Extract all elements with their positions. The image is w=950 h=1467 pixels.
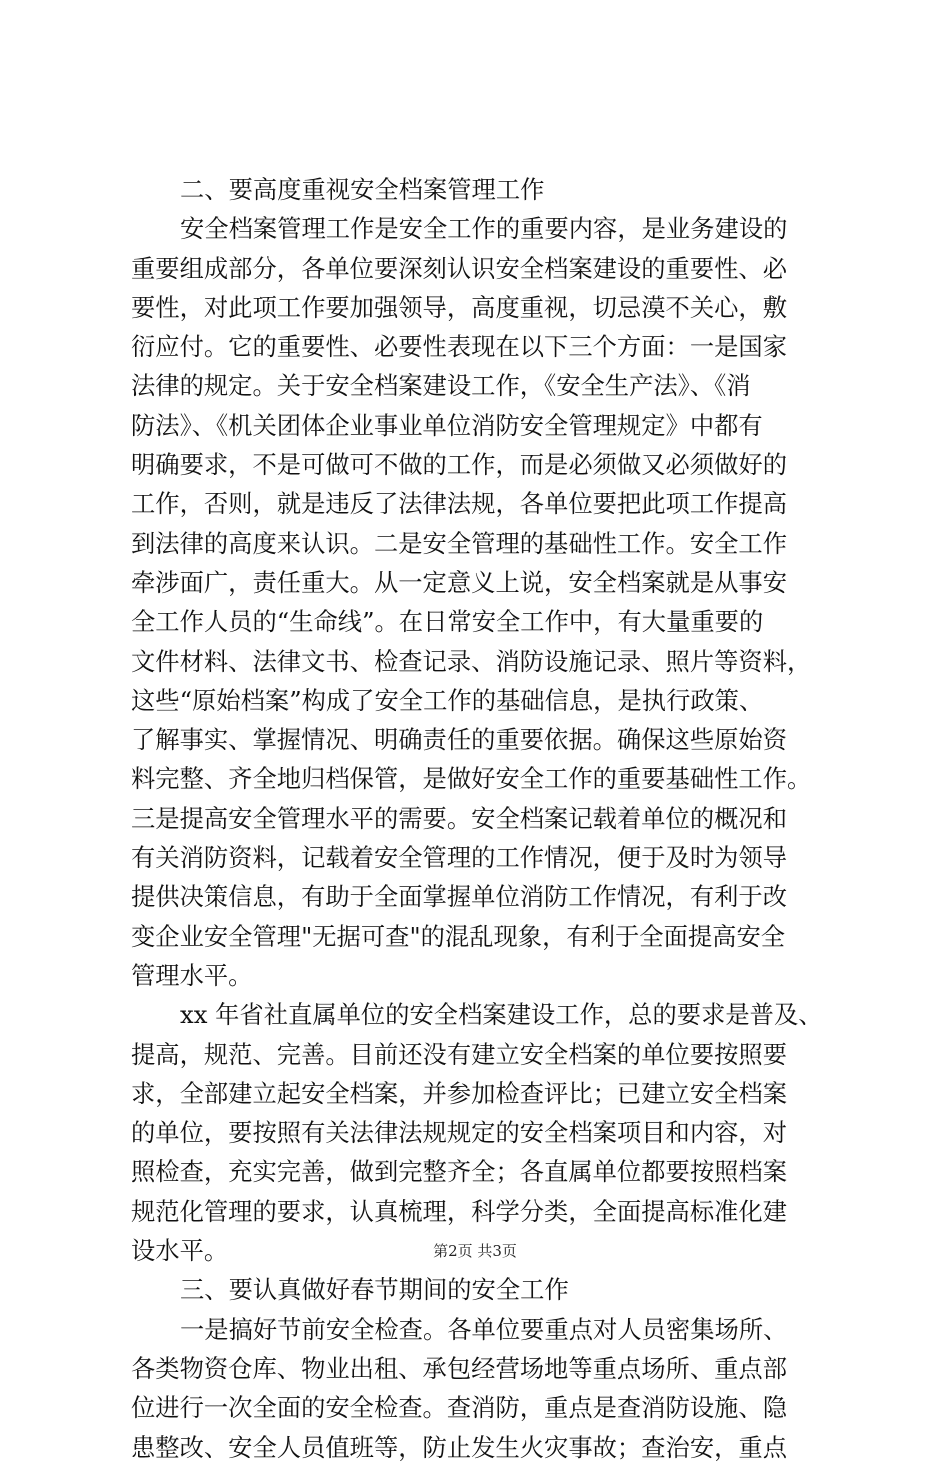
paragraph-line: 患整改、安全人员值班等，防止发生火灾事故；查治安，重点 (131, 1432, 788, 1462)
paragraph-line: 提供决策信息，有助于全面掌握单位消防工作情况，有利于改 (131, 882, 788, 912)
paragraph-line: xx 年省社直属单位的安全档案建设工作，总的要求是普及、 (180, 1000, 823, 1030)
paragraph-line: 防法》、《机关团体企业事业单位消防安全管理规定》中都有 (131, 410, 763, 440)
paragraph-line: 重要组成部分，各单位要深刻认识安全档案建设的重要性、必 (131, 253, 788, 283)
paragraph-line: 一是搞好节前安全检查。各单位要重点对人员密集场所、 (180, 1314, 788, 1344)
paragraph-line: 提高，规范、完善。目前还没有建立安全档案的单位要按照要 (131, 1039, 788, 1069)
section-heading: 三、要认真做好春节期间的安全工作 (180, 1275, 569, 1305)
paragraph-line: 设水平。 (131, 1236, 229, 1266)
paragraph-line: 的单位，要按照有关法律法规规定的安全档案项目和内容，对 (131, 1118, 788, 1148)
paragraph-line: 三是提高安全管理水平的需要。安全档案记载着单位的概况和 (131, 803, 788, 833)
paragraph-line: 安全档案管理工作是安全工作的重要内容，是业务建设的 (180, 214, 788, 244)
paragraph-line: 求，全部建立起安全档案，并参加检查评比；已建立安全档案 (131, 1078, 788, 1108)
paragraph-line: 到法律的高度来认识。二是安全管理的基础性工作。安全工作 (131, 528, 788, 558)
section-heading: 二、要高度重视安全档案管理工作 (180, 175, 545, 204)
paragraph-line: 各类物资仓库、物业出租、承包经营场地等重点场所、重点部 (131, 1353, 788, 1383)
paragraph-line: 全工作人员的“生命线”。在日常安全工作中，有大量重要的 (131, 607, 764, 637)
paragraph-line: 照检查，充实完善，做到完整齐全；各直属单位都要按照档案 (131, 1157, 788, 1187)
paragraph-line: 管理水平。 (131, 960, 253, 990)
paragraph-line: 明确要求，不是可做可不做的工作，而是必须做又必须做好的 (131, 450, 788, 480)
paragraph-line: 法律的规定。关于安全档案建设工作，《安全生产法》、《消 (131, 371, 751, 401)
paragraph-line: 了解事实、掌握情况、明确责任的重要依据。确保这些原始资 (131, 725, 788, 755)
paragraph-line: 料完整、齐全地归档保管，是做好安全工作的重要基础性工作。 (131, 764, 812, 794)
page-footer: 第2页 共3页 (433, 1242, 517, 1260)
paragraph-line: 衍应付。它的重要性、必要性表现在以下三个方面：一是国家 (131, 332, 788, 362)
paragraph-line: 位进行一次全面的安全检查。查消防，重点是查消防设施、隐 (131, 1393, 788, 1423)
paragraph-line: 规范化管理的要求，认真梳理，科学分类，全面提高标准化建 (131, 1196, 788, 1226)
paragraph-line: 变企业安全管理"无据可查"的混乱现象，有利于全面提高安全 (131, 921, 786, 951)
paragraph-line: 这些“原始档案”构成了安全工作的基础信息，是执行政策、 (131, 685, 764, 715)
paragraph-line: 牵涉面广，责任重大。从一定意义上说，安全档案就是从事安 (131, 567, 788, 597)
paragraph-line: 有关消防资料，记载着安全管理的工作情况，便于及时为领导 (131, 843, 788, 873)
document-body (131, 170, 831, 1467)
paragraph-line: 文件材料、法律文书、检查记录、消防设施记录、照片等资料， (131, 646, 812, 676)
paragraph-line: 工作，否则，就是违反了法律法规，各单位要把此项工作提高 (131, 489, 788, 519)
paragraph-line: 要性，对此项工作要加强领导，高度重视，切忌漠不关心，敷 (131, 292, 788, 322)
